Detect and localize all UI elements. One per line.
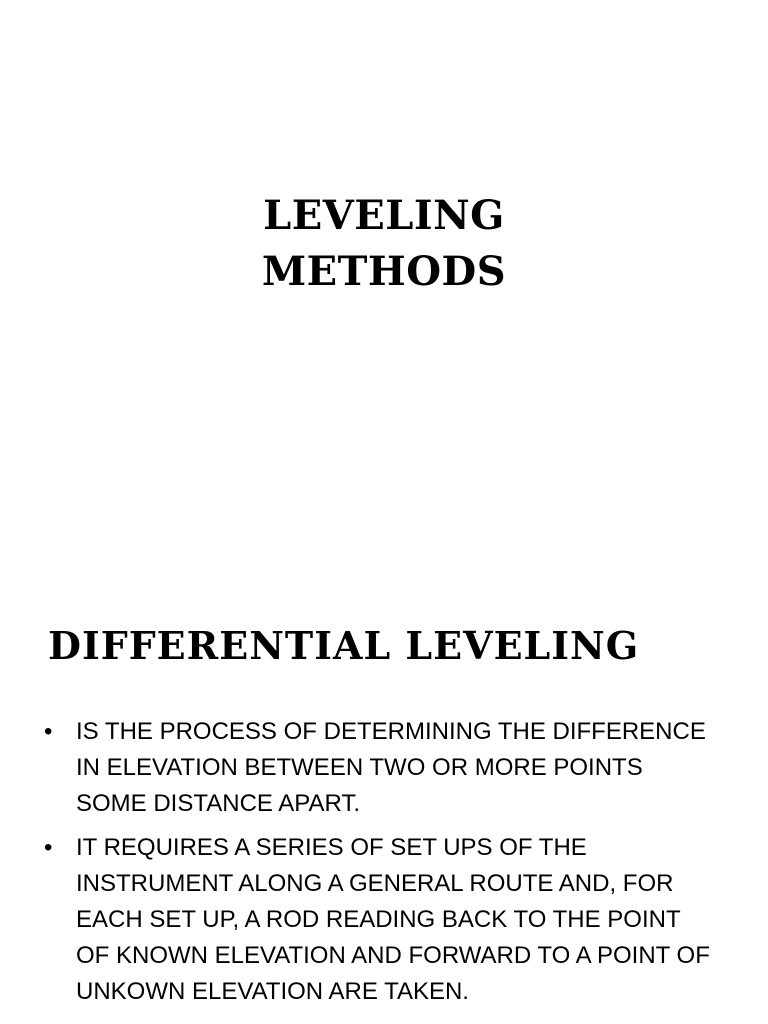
title-line-1: LEVELING xyxy=(263,192,505,239)
bullet-item xyxy=(44,830,714,1010)
slide-differential-leveling xyxy=(0,576,768,1024)
bullet-icon: • xyxy=(44,834,53,861)
bullet-icon: • xyxy=(44,718,53,745)
slide-title-heading xyxy=(0,188,768,300)
bullet-item xyxy=(44,714,714,822)
bullet-list xyxy=(44,714,714,1018)
bullet-text: IT REQUIRES A SERIES OF SET UPS OF THE INSTRUMENT ALONG A GENERAL ROUTE AND, FOR EACH SET UP, A ROD READING BACK TO THE POINT OF KNOWN ELEVATION AND FORWARD TO A POINT OF UNKOWN ELEVATION ARE TAKEN. xyxy=(76,834,710,1005)
title-line-2: METHODS xyxy=(261,248,507,295)
bullet-text: IS THE PROCESS OF DETERMINING THE DIFFERENCE IN ELEVATION BETWEEN TWO OR MORE POINTS SOME DISTANCE APART. xyxy=(76,718,706,817)
section-heading: DIFFERENTIAL LEVELING xyxy=(48,623,640,668)
